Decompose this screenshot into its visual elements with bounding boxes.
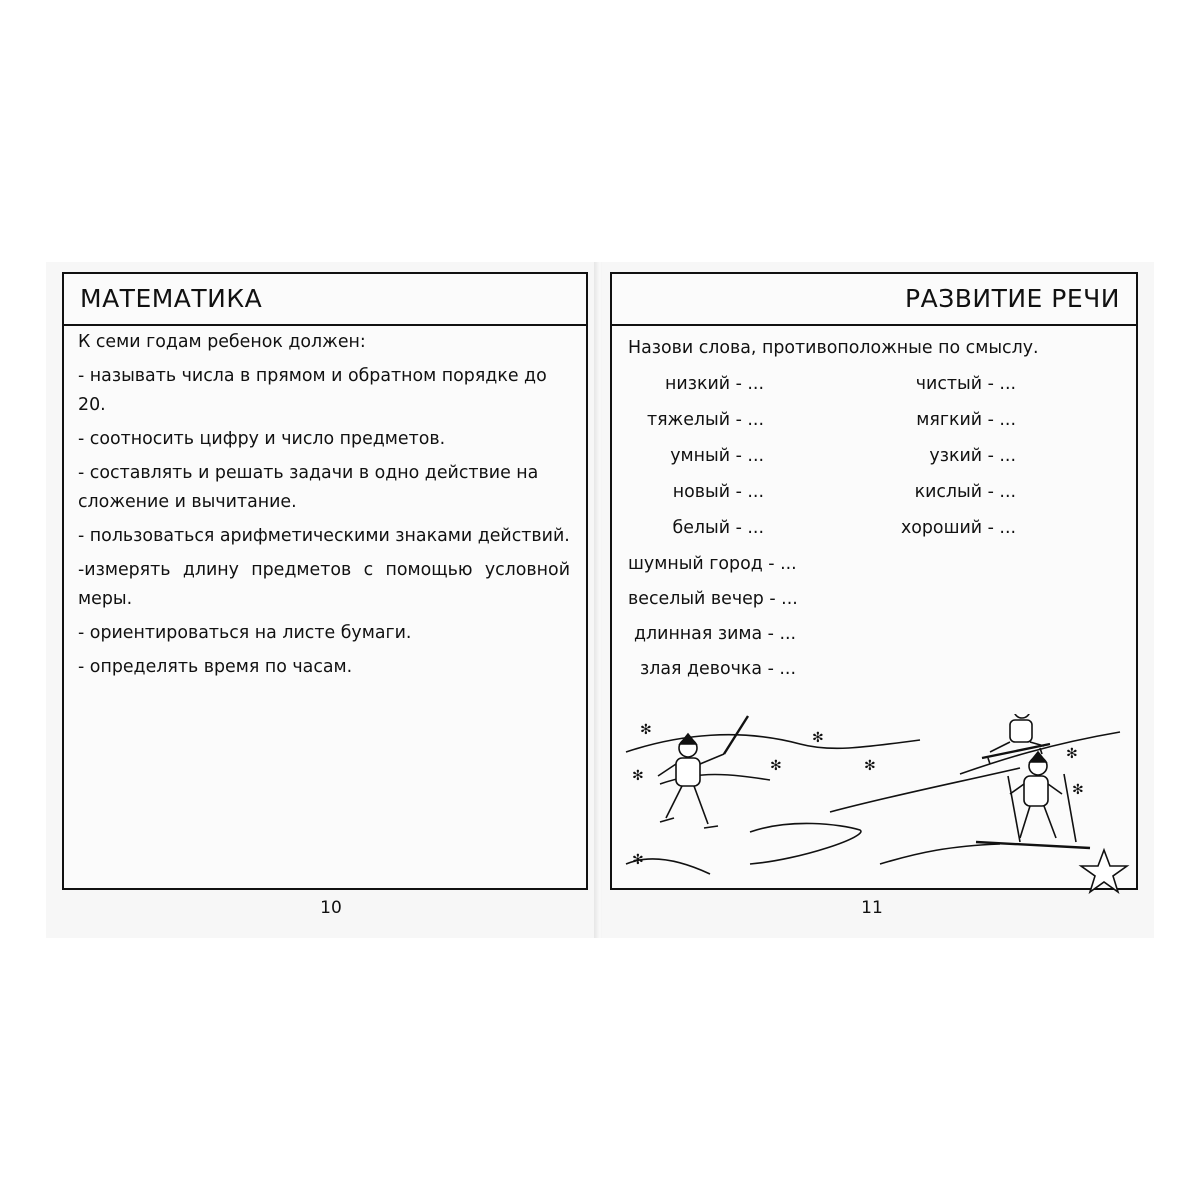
svg-text:✻: ✻	[864, 758, 876, 774]
word-pair-row	[628, 442, 1124, 478]
hockey-player-figure	[658, 716, 748, 828]
word-right: мягкий - ...	[916, 410, 1016, 430]
page-title-math: МАТЕМАТИКА	[64, 274, 586, 326]
word-left: тяжелый - ...	[646, 410, 764, 430]
word-pairs	[628, 370, 1124, 550]
intro-text: К семи годам ребенок должен:	[78, 332, 366, 352]
winter-scene-illustration	[620, 714, 1130, 894]
word-left: умный - ...	[670, 446, 764, 466]
word-left: белый - ...	[672, 518, 764, 538]
book-spread	[46, 262, 1154, 938]
svg-text:✻: ✻	[1072, 782, 1084, 798]
word-pair-row	[628, 406, 1124, 442]
svg-text:✻: ✻	[770, 758, 782, 774]
right-page-frame	[610, 272, 1138, 890]
math-requirements	[78, 328, 570, 687]
svg-text:✻: ✻	[632, 852, 644, 868]
star-icon	[1081, 850, 1127, 892]
skiing-child-figure	[976, 752, 1090, 848]
word-right: кислый - ...	[914, 482, 1016, 502]
list-item: - определять время по часам.	[78, 657, 353, 677]
word-left: низкий - ...	[665, 374, 764, 394]
right-page	[602, 262, 1154, 938]
phrase-item: веселый вечер - ...	[628, 589, 798, 609]
word-right: чистый - ...	[915, 374, 1016, 394]
page-number: 11	[861, 898, 883, 918]
phrase-list	[628, 550, 798, 690]
left-page	[46, 262, 596, 938]
word-right: хороший - ...	[900, 518, 1016, 538]
word-pair-row	[628, 514, 1124, 550]
svg-text:✻: ✻	[640, 722, 652, 738]
word-pair-row	[628, 370, 1124, 406]
svg-text:✻: ✻	[632, 768, 644, 784]
page-title-speech: РАЗВИТИЕ РЕЧИ	[612, 274, 1136, 326]
svg-text:✻: ✻	[1066, 746, 1078, 762]
list-item: -измерять длину предметов с помощью условной меры.	[78, 560, 570, 609]
word-left: новый - ...	[672, 482, 764, 502]
phrase-item: злая девочка - ...	[640, 659, 796, 679]
phrase-item: длинная зима - ...	[634, 624, 797, 644]
exercise-instruction: Назови слова, противоположные по смыслу.	[628, 338, 1039, 358]
list-item: - ориентироваться на листе бумаги.	[78, 623, 412, 643]
list-item: - называть числа в прямом и обратном порядке до 20.	[78, 366, 547, 415]
list-item: - пользоваться арифметическими знаками действий.	[78, 526, 570, 546]
word-right: узкий - ...	[929, 446, 1016, 466]
list-item: - составлять и решать задачи в одно действие на сложение и вычитание.	[78, 463, 539, 512]
phrase-item: шумный город - ...	[628, 554, 797, 574]
snowflake-icon	[632, 722, 1084, 868]
page-number: 10	[320, 898, 342, 918]
list-item: - соотносить цифру и число предметов.	[78, 429, 446, 449]
word-pair-row	[628, 478, 1124, 514]
svg-text:✻: ✻	[812, 730, 824, 746]
